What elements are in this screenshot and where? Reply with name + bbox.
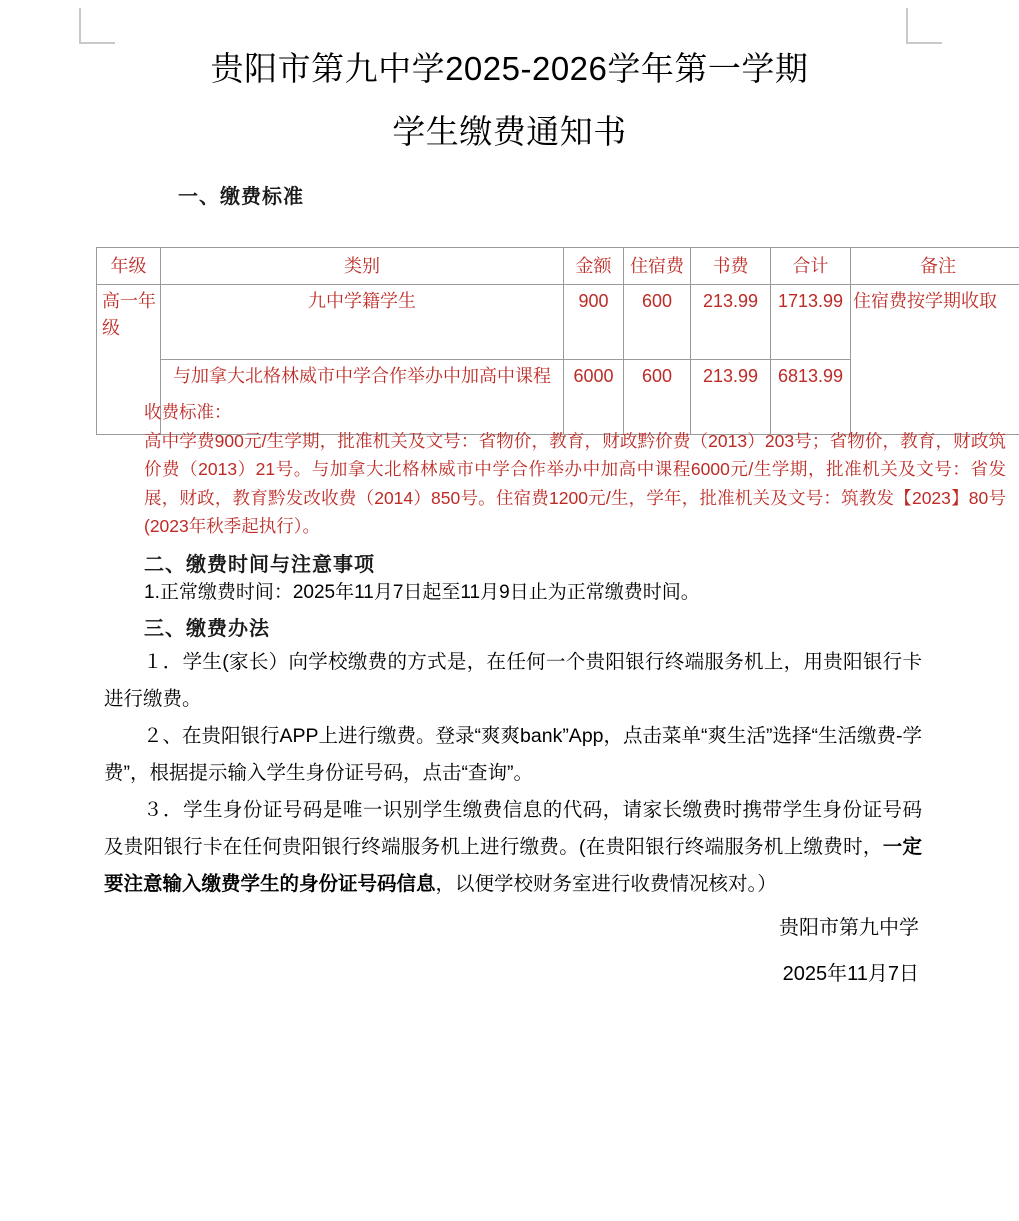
table-cell-total: 1713.99 — [771, 285, 851, 360]
table-row — [97, 285, 1019, 360]
payment-method-item-3-text-b: ，以便学校财务室进行收费情况核对。） — [435, 873, 777, 895]
table-header-row — [97, 248, 1019, 285]
signature-date: 2025年11月7日 — [782, 963, 919, 985]
table-header-book-fee: 书费 — [691, 248, 771, 285]
table-header-note: 备注 — [851, 248, 1019, 285]
table-cell-total: 6813.99 — [771, 360, 851, 435]
payment-method-item-3-text-a: ３．学生身份证号码是唯一识别学生缴费信息的代码，请家长缴费时携带学生身份证号码及贵阳银行卡在任何贵阳银行终端服务机上进行缴费。(在贵阳银行终端服务机上缴费时， — [104, 799, 922, 858]
payment-method-item-2: ２、在贵阳银行APP上进行缴费。登录“爽爽bank”App，点击菜单“爽生活”选择“生活缴费-学费”，根据提示输入学生身份证号码，点击“查询”。 — [104, 725, 922, 784]
table-cell-amount: 6000 — [564, 360, 624, 435]
page-title — [0, 42, 1019, 159]
title-line-primary: 贵阳市第九中学2025-2026学年第一学期 — [210, 50, 809, 87]
table-cell-book-fee: 213.99 — [691, 360, 771, 435]
table-cell-category: 与加拿大北格林威市中学合作举办中加高中课程 — [161, 360, 564, 435]
payment-method-item-3-emphasis: 一定要注意输入缴费学生的身份证号码信息 — [104, 836, 922, 895]
fee-standard-label: 收费标准： — [144, 402, 232, 422]
table-cell-amount: 900 — [564, 285, 624, 360]
table-cell-category: 九中学籍学生 — [161, 285, 564, 360]
table-header-amount: 金额 — [564, 248, 624, 285]
section-heading-fee-standard: 一、缴费标准 — [178, 186, 304, 208]
payment-method-item-3 — [104, 792, 922, 903]
table-header-category: 类别 — [161, 248, 564, 285]
table-cell-dorm-fee: 600 — [624, 360, 691, 435]
payment-time-item: 1.正常缴费时间：2025年11月7日起至11月9日止为正常缴费时间。 — [144, 582, 700, 603]
table-cell-grade: 高一年级 — [97, 285, 161, 435]
table-header-dorm-fee: 住宿费 — [624, 248, 691, 285]
section-heading-payment-method: 三、缴费办法 — [144, 618, 270, 640]
signature-block — [0, 905, 919, 997]
table-cell-note: 住宿费按学期收取 — [851, 285, 1019, 435]
crop-mark-right-icon — [906, 8, 942, 44]
table-header-grade: 年级 — [97, 248, 161, 285]
table-cell-book-fee: 213.99 — [691, 285, 771, 360]
section-heading-payment-time: 二、缴费时间与注意事项 — [144, 554, 375, 576]
payment-methods-body — [104, 644, 922, 903]
title-line-secondary: 学生缴费通知书 — [392, 113, 627, 150]
fee-standard-body: 高中学费900元/生学期，批准机关及文号：省物价，教育，财政黔价费（2013）203号；省物价，教育，财政筑价费（2013）21号。与加拿大北格林威市中学合作举办中加高中课程6000元/生学期，批准机关及文号：省发展，财政，教育黔发改收费（2014）850号。住宿费1200元/生，学年，批准机关及文号：筑教发【2023】80号(2023年秋季起执行）。 — [144, 430, 1006, 536]
table-header-total: 合计 — [771, 248, 851, 285]
signature-organization: 贵阳市第九中学 — [779, 917, 919, 939]
table-cell-dorm-fee: 600 — [624, 285, 691, 360]
payment-method-item-1: １．学生(家长）向学校缴费的方式是，在任何一个贵阳银行终端服务机上，用贵阳银行卡进行缴费。 — [104, 651, 922, 710]
crop-mark-left-icon — [79, 8, 115, 44]
fee-standard-note — [144, 398, 1006, 541]
